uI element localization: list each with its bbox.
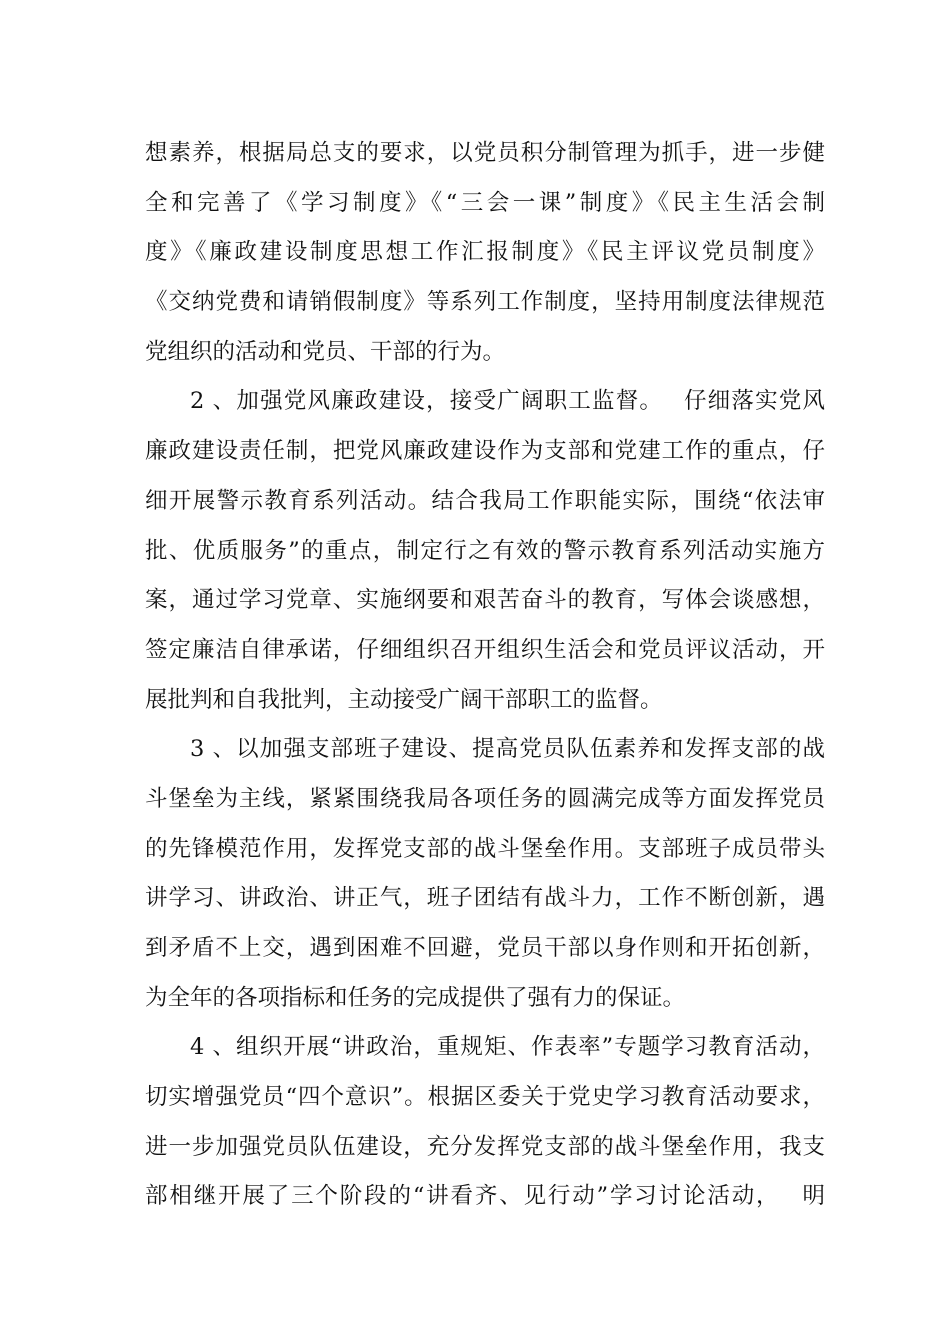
text-line: 展批判和自我批判，主动接受广阔干部职工的监督。 [145, 686, 663, 713]
text-line: 斗堡垒为主线，紧紧围绕我局各项任务的圆满完成等方面发挥党员 [145, 785, 825, 812]
text-line: 廉政建设责任制，把党风廉政建设作为支部和党建工作的重点，仔 [145, 438, 825, 465]
text-line: 《交纳党费和请销假制度》等系列工作制度，坚持用制度法律规范 [145, 289, 825, 316]
text-line: 全和完善了《学习制度》《“三会一课”制度》《民主生活会制 [145, 189, 825, 216]
text-line: 为全年的各项指标和任务的完成提供了强有力的保证。 [145, 984, 686, 1011]
paragraph-start-line: 4 、组织开展“讲政治，重规矩、作表率”专题学习教育活动， [190, 1034, 825, 1061]
text-line: 的先锋模范作用，发挥党支部的战斗堡垒作用。支部班子成员带头 [145, 835, 825, 862]
text-line: 案，通过学习党章、实施纲要和艰苦奋斗的教育，写体会谈感想， [145, 587, 825, 614]
text-line: 批、优质服务”的重点，制定行之有效的警示教育系列活动实施方 [145, 537, 825, 564]
paragraph-start-line: 3 、以加强支部班子建设、提高党员队伍素养和发挥支部的战 [190, 736, 825, 763]
text-line: 部相继开展了三个阶段的“讲看齐、见行动”学习讨论活动， 明 [145, 1183, 825, 1210]
document-body [145, 129, 825, 1222]
text-line: 度》《廉政建设制度思想工作汇报制度》《民主评议党员制度》 [145, 239, 825, 266]
text-line: 党组织的活动和党员、干部的行为。 [145, 338, 506, 365]
text-line: 进一步加强党员队伍建设，充分发挥党支部的战斗堡垒作用，我支 [145, 1133, 825, 1160]
text-line: 细开展警示教育系列活动。结合我局工作职能实际，围绕“依法审 [145, 487, 825, 514]
paragraph-start-line: 2 、加强党风廉政建设，接受广阔职工监督。 仔细落实党风 [190, 388, 825, 415]
text-line: 切实增强党员“四个意识”。根据区委关于党史学习教育活动要求， [145, 1084, 825, 1111]
text-line: 到矛盾不上交，遇到困难不回避，党员干部以身作则和开拓创新， [145, 935, 825, 961]
text-line: 想素养，根据局总支的要求，以党员积分制管理为抓手，进一步健 [145, 140, 825, 166]
text-line: 讲学习、讲政治、讲正气，班子团结有战斗力，工作不断创新，遇 [145, 885, 825, 912]
text-line: 签定廉洁自律承诺，仔细组织召开组织生活会和党员评议活动，开 [145, 636, 825, 663]
